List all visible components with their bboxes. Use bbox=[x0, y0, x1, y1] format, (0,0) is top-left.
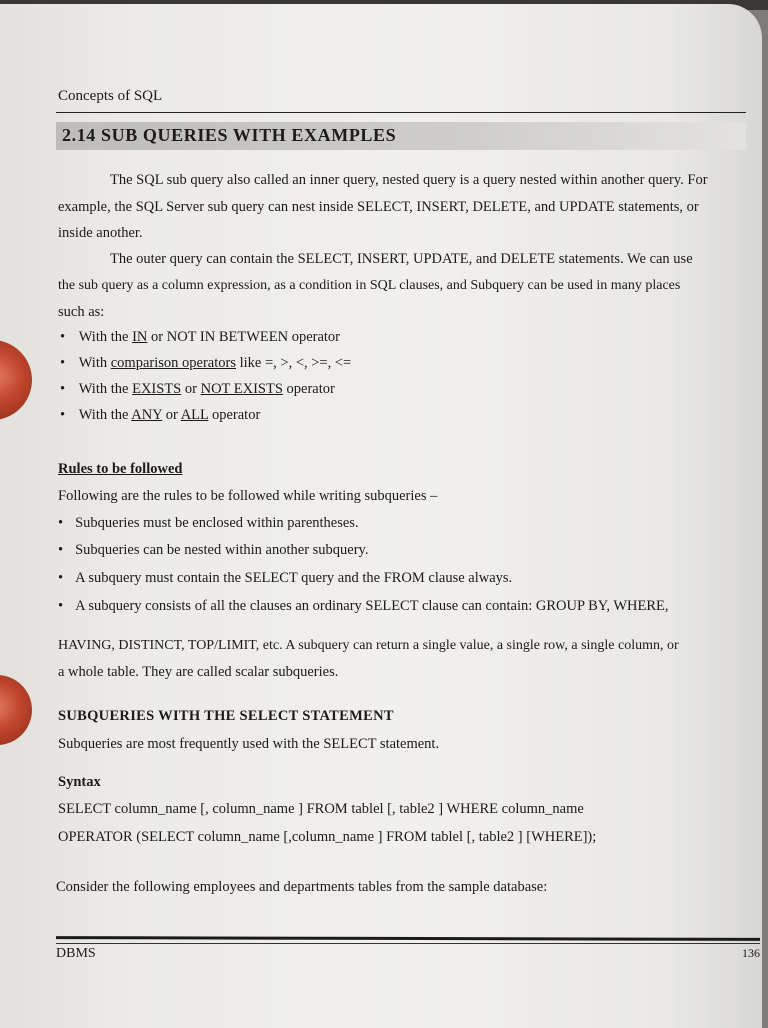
bullet-dot: • bbox=[60, 407, 66, 423]
list-item bbox=[60, 355, 351, 372]
running-header: Concepts of SQL bbox=[58, 88, 163, 104]
list-item bbox=[60, 407, 260, 424]
bullet-text: With the bbox=[78, 407, 132, 423]
page-number: 136 bbox=[742, 946, 760, 960]
bullet-text: With the bbox=[78, 381, 133, 397]
bullet-text: With the bbox=[78, 329, 133, 345]
consider-text: Consider the following employees and departments tables from the sample database: bbox=[56, 879, 548, 895]
section-title: 2.14 SUB QUERIES WITH EXAMPLES bbox=[62, 125, 397, 145]
footer-rule-thin bbox=[56, 943, 760, 944]
list-item bbox=[58, 598, 669, 615]
bullet-text: operator bbox=[282, 381, 335, 397]
list-item bbox=[58, 515, 359, 532]
intro-p1-line2: example, the SQL Server sub query can nest inside SELECT, INSERT, DELETE, and UPDATE statements, or bbox=[58, 199, 699, 215]
rules-lead: Following are the rules to be followed while writing subqueries – bbox=[58, 488, 438, 504]
bullet-text: or bbox=[162, 407, 181, 423]
bullet-keyword: ALL bbox=[180, 407, 209, 423]
bullet-text: With bbox=[78, 355, 111, 371]
intro-p1-line3: inside another. bbox=[58, 225, 143, 241]
list-item bbox=[60, 329, 340, 346]
rules-heading: Rules to be followed bbox=[58, 461, 183, 477]
bullet-dot: • bbox=[58, 542, 64, 558]
list-item bbox=[60, 381, 335, 398]
select-section-text: Subqueries are most frequently used with the SELECT statement. bbox=[58, 736, 440, 752]
list-item bbox=[58, 570, 512, 587]
bullet-dot: • bbox=[60, 355, 66, 371]
rules-continuation-line1: HAVING, DISTINCT, TOP/LIMIT, etc. A subquery can return a single value, a single row, a single column, or bbox=[58, 638, 679, 653]
intro-p2-line1: The outer query can contain the SELECT, INSERT, UPDATE, and DELETE statements. We can use bbox=[110, 251, 693, 267]
bullet-dot: • bbox=[58, 598, 64, 614]
rules-continuation-line2: a whole table. They are called scalar subqueries. bbox=[58, 664, 339, 680]
bullet-dot: • bbox=[60, 329, 66, 345]
bullet-text: Subqueries must be enclosed within parentheses. bbox=[75, 515, 359, 531]
bullet-text: or bbox=[181, 381, 201, 397]
bullet-dot: • bbox=[58, 570, 64, 586]
footer-rule-thick bbox=[56, 936, 760, 941]
bullet-dot: • bbox=[60, 381, 66, 397]
bullet-keyword: ANY bbox=[131, 407, 163, 423]
syntax-line2: OPERATOR (SELECT column_name [,column_name ] FROM tablel [, table2 ] [WHERE]); bbox=[58, 829, 597, 845]
bullet-keyword: comparison operators bbox=[110, 355, 236, 371]
book-page bbox=[0, 4, 762, 1028]
intro-p2-line2: the sub query as a column expression, as a condition in SQL clauses, and Subquery can be used in many places bbox=[58, 278, 681, 293]
footer-book-title: DBMS bbox=[56, 946, 96, 961]
intro-p1-line1: The SQL sub query also called an inner query, nested query is a query nested within another query. For bbox=[110, 172, 708, 188]
intro-p2-line3: such as: bbox=[58, 304, 105, 320]
bullet-keyword: EXISTS bbox=[132, 381, 182, 397]
header-rule bbox=[56, 112, 746, 113]
syntax-heading: Syntax bbox=[58, 774, 101, 790]
bullet-text: Subqueries can be nested within another subquery. bbox=[75, 542, 369, 558]
bullet-keyword: IN bbox=[132, 329, 148, 345]
syntax-line1: SELECT column_name [, column_name ] FROM tablel [, table2 ] WHERE column_name bbox=[58, 801, 584, 817]
bullet-text: A subquery consists of all the clauses an ordinary SELECT clause can contain: GROUP BY, WHERE, bbox=[75, 598, 669, 614]
list-item bbox=[58, 542, 369, 559]
bullet-dot: • bbox=[58, 515, 64, 531]
bullet-text: operator bbox=[208, 407, 261, 423]
bullet-text: or NOT IN BETWEEN operator bbox=[147, 329, 341, 345]
bullet-text: A subquery must contain the SELECT query and the FROM clause always. bbox=[75, 570, 513, 586]
select-section-heading: SUBQUERIES WITH THE SELECT STATEMENT bbox=[58, 708, 394, 724]
bullet-keyword: NOT EXISTS bbox=[200, 381, 283, 397]
bullet-text: like =, >, <, >=, <= bbox=[235, 355, 352, 371]
